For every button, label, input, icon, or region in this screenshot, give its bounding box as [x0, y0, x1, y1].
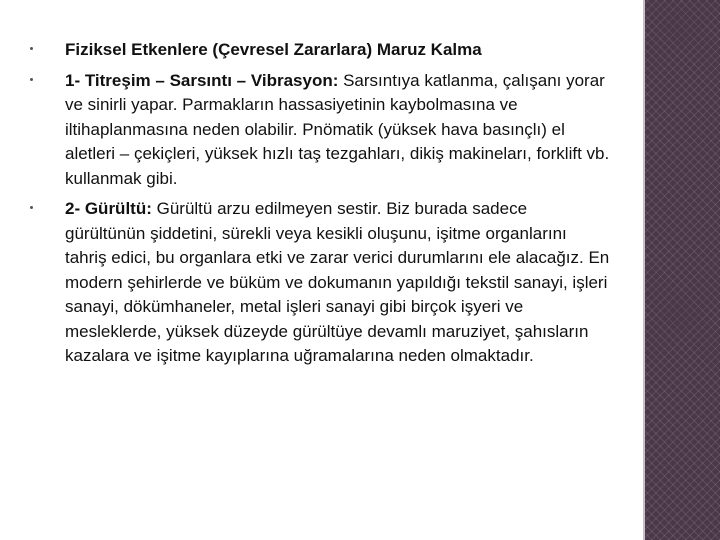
decorative-side-panel [643, 0, 720, 540]
bullet-bold-text: Fiziksel Etkenlere (Çevresel Zararlara) Maruz Kalma [65, 40, 482, 59]
bullet-item-heading [30, 38, 610, 63]
bullet-bold-text: 2- Gürültü: [65, 199, 152, 218]
bullet-item-noise [30, 197, 610, 369]
bullet-marker [30, 206, 33, 209]
slide-content [30, 38, 610, 375]
bullet-marker [30, 78, 33, 81]
panel-divider-line [643, 0, 645, 540]
bullet-marker [30, 47, 33, 50]
bullet-bold-text: 1- Titreşim – Sarsıntı – Vibrasyon: [65, 70, 339, 90]
bullet-body-text: Gürültü arzu edilmeyen sestir. Biz burada sadece gürültünün şiddetini, sürekli veya kesikli oluşunu, işitme organlarını tahriş edici, bu organlara etki ve zarar verici durumlarını ele alacağız. En modern şehirlerde ve büküm ve dokumanın yapıldığı tekstil sanayi, işleri sanayi, dökümhaneler, metal işleri sanayi gibi birçok işyeri ve mesleklerde, yüksek düzeyde gürültüye devamlı maruziyet, şahısların kazalara ve işitme kayıplarına uğramalarına neden olmaktadır. [65, 199, 610, 365]
bullet-body-text: Sarsıntıya katlanma, çalışanı yorar ve sinirli yapar. Parmakların hassasiyetinin kaybolmasına ve iltihaplanmasına neden olabilir. Pnömatik (yüksek hava basınçlı) el aletleri – çekiçleri, yüksek hızlı taş tezgahları, dikiş makineları, forklift vb. kullanmak gibi. [65, 70, 610, 188]
bullet-item-vibration [30, 69, 610, 192]
